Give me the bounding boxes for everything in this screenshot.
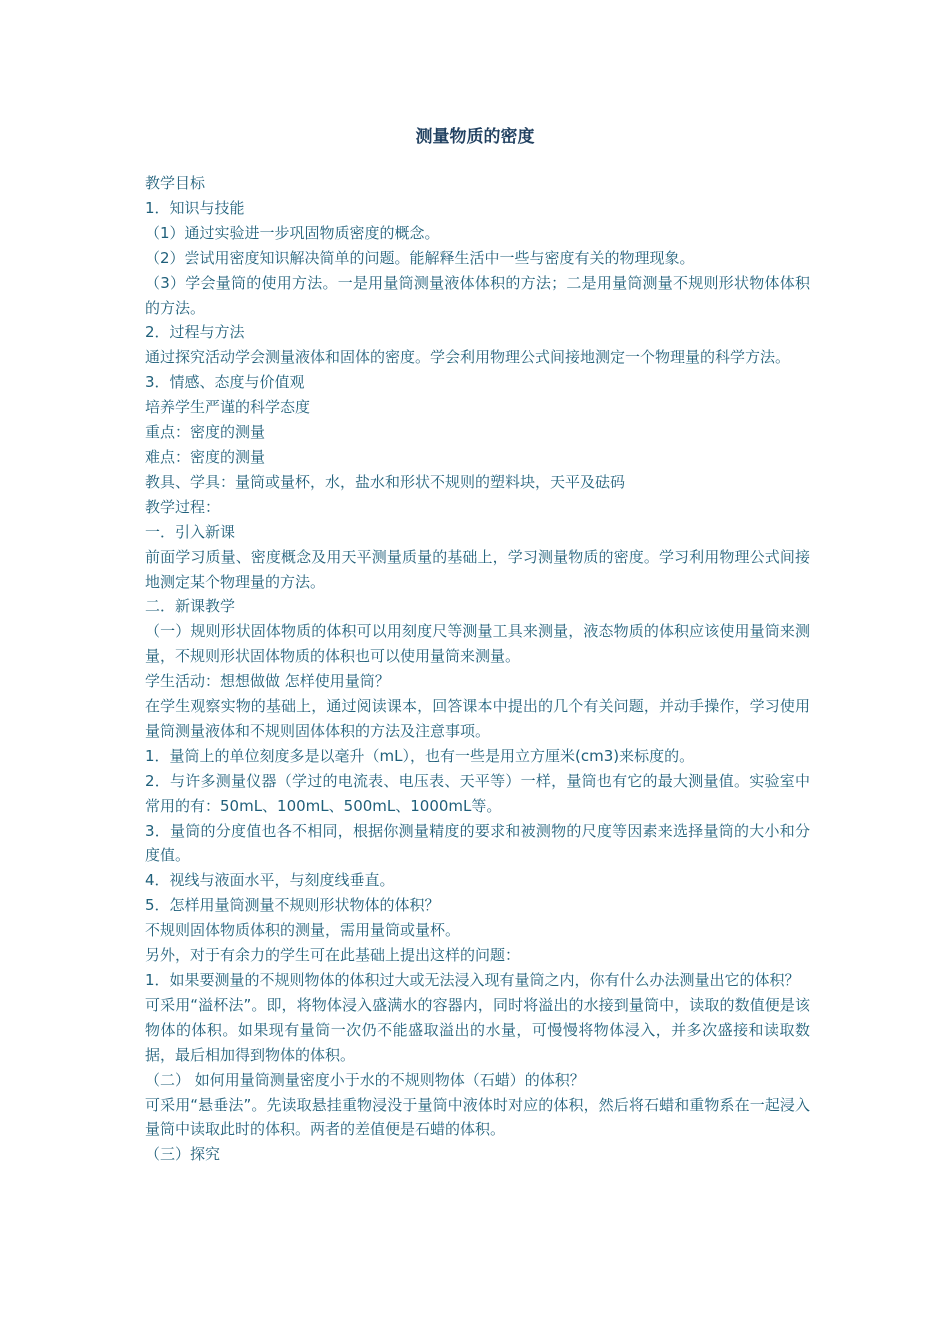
paragraph: 教具、学具：量筒或量杯，水，盐水和形状不规则的塑料块，天平及砝码 (145, 472, 626, 491)
paragraph: 1．知识与技能 (145, 198, 245, 217)
paragraph: 2．过程与方法 (145, 323, 245, 342)
paragraph: 前面学习质量、密度概念及用天平测量质量的基础上，学习测量物质的密度。学习利用物理公式间接地测定某个物理量的方法。 (145, 547, 810, 591)
paragraph: 学生活动：想想做做 怎样使用量筒？ (145, 672, 390, 691)
paragraph: 二．新课教学 (145, 597, 236, 616)
document-body (145, 171, 810, 1167)
paragraph: 难点：密度的测量 (145, 447, 266, 466)
paragraph: 另外，对于有余力的学生可在此基础上提出这样的问题： (145, 946, 521, 965)
paragraph: 3．量筒的分度值也各不相同，根据你测量精度的要求和被测物的尺度等因素来选择量筒的大小和分度值。 (145, 821, 810, 865)
paragraph: 可采用“溢杯法”。即，将物体浸入盛满水的容器内，同时将溢出的水接到量筒中，读取的数值便是该物体的体积。如果现有量筒一次仍不能盛取溢出的水量，可慢慢将物体浸入，并多次盛接和读取数据，最后相加得到物体的体积。 (145, 995, 810, 1064)
paragraph: 1．如果要测量的不规则物体的体积过大或无法浸入现有量筒之内，你有什么办法测量出它的体积？ (145, 971, 800, 989)
paragraph: 培养学生严谨的科学态度 (145, 398, 311, 417)
paragraph: 3．情感、态度与价值观 (145, 373, 305, 392)
paragraph: （1）通过实验进一步巩固物质密度的概念。 (145, 223, 440, 242)
paragraph: 可采用“悬垂法”。先读取悬挂重物浸没于量筒中液体时对应的体积，然后将石蜡和重物系在一起浸入量筒中读取此时的体积。两者的差值便是石蜡的体积。 (145, 1095, 810, 1139)
paragraph: （3）学会量筒的使用方法。一是用量筒测量液体体积的方法；二是用量筒测量不规则形状物体体积的方法。 (145, 273, 810, 317)
paragraph: 教学过程： (145, 497, 221, 516)
paragraph: 重点：密度的测量 (145, 423, 266, 442)
paragraph: （三）探究 (145, 1145, 221, 1164)
paragraph: 在学生观察实物的基础上，通过阅读课本，回答课本中提出的几个有关问题，并动手操作，学习使用量筒测量液体和不规则固体体积的方法及注意事项。 (145, 697, 810, 740)
paragraph: （一）规则形状固体物质的体积可以用刻度尺等测量工具来测量，液态物质的体积应该使用量筒来测量，不规则形状固体物质的体积也可以使用量筒来测量。 (145, 622, 810, 666)
paragraph: 2．与许多测量仪器（学过的电流表、电压表、天平等）一样，量筒也有它的最大测量值。实验室中常用的有：50mL、100mL、500mL、1000mL等。 (145, 771, 810, 815)
paragraph: （2）尝试用密度知识解决简单的问题。能解释生活中一些与密度有关的物理现象。 (145, 248, 695, 267)
paragraph: 4．视线与液面水平，与刻度线垂直。 (145, 871, 395, 890)
page-title: 测量物质的密度 (415, 127, 535, 147)
paragraph: 教学目标 (145, 174, 206, 192)
paragraph: 通过探究活动学会测量液体和固体的密度。学会利用物理公式间接地测定一个物理量的科学方法。 (145, 348, 791, 367)
paragraph: 5．怎样用量筒测量不规则形状物体的体积？ (145, 896, 440, 915)
paragraph: 1．量筒上的单位刻度多是以毫升（mL），也有一些是用立方厘米(cm3)来标度的。 (145, 746, 695, 765)
paragraph: 不规则固体物质体积的测量，需用量筒或量杯。 (145, 921, 461, 940)
paragraph: 一．引入新课 (145, 522, 236, 541)
paragraph: （二） 如何用量筒测量密度小于水的不规则物体（石蜡）的体积？ (145, 1070, 585, 1089)
